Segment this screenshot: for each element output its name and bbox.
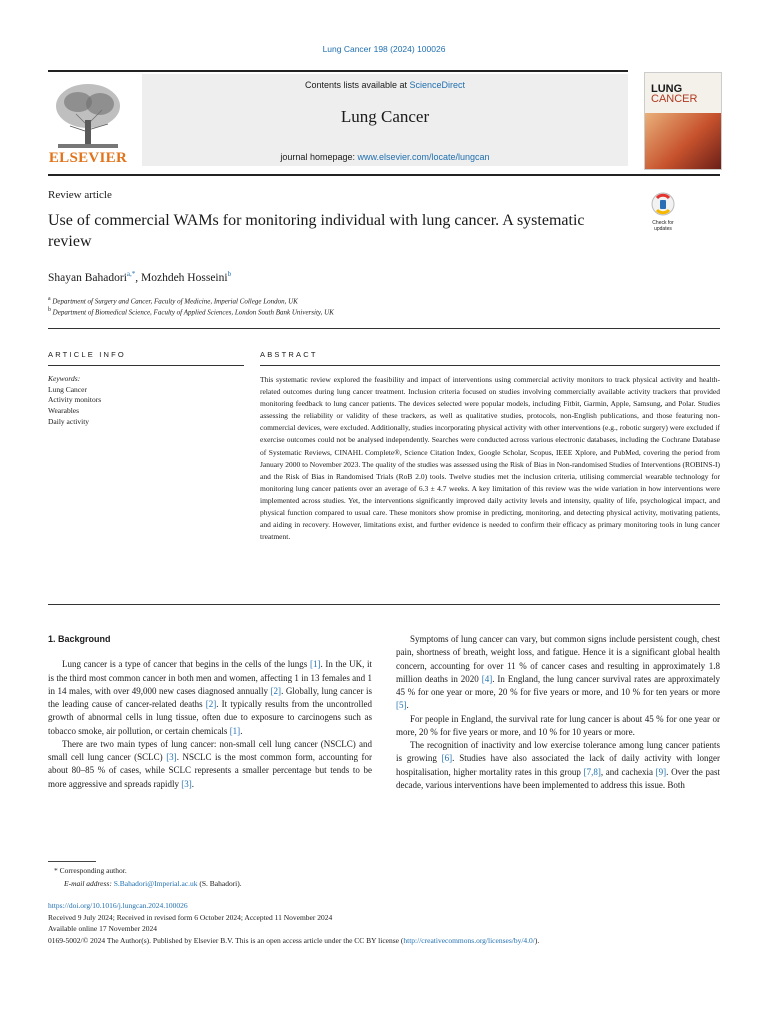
doi-link[interactable]: https://doi.org/10.1016/j.lungcan.2024.100026: [48, 901, 188, 910]
copyright-prefix: 0169-5002/© 2024 The Author(s). Published by Elsevier B.V. This is an open access article under the CC BY license (: [48, 936, 404, 945]
citation-link[interactable]: [5]: [396, 700, 407, 711]
author-name[interactable]: Shayan Bahadori: [48, 271, 127, 284]
citation-link[interactable]: [3]: [166, 752, 177, 762]
available-online: Available online 17 November 2024: [48, 924, 157, 933]
body-column-right: [396, 633, 720, 792]
citation-link[interactable]: [9]: [655, 766, 667, 777]
body-paragraph: [48, 658, 372, 738]
cover-title-line2: CANCER: [651, 93, 698, 105]
citation-link[interactable]: [6]: [441, 753, 453, 764]
elsevier-logo-text: ELSEVIER: [48, 150, 128, 166]
body-paragraph: [396, 713, 720, 740]
journal-citation[interactable]: Lung Cancer 198 (2024) 100026: [322, 44, 446, 54]
author-separator: ,: [135, 271, 141, 284]
footnote-rule: [48, 861, 96, 862]
abstract-bottom-rule: [48, 604, 720, 605]
body-text: The recognition of inactivity and low exercise tolerance among lung cancer patients is growing: [396, 740, 720, 764]
citation-link[interactable]: [1]: [229, 725, 241, 736]
body-text: . NSCLC is the most common form, accounting for about 80–85 % of cases, while SCLC represents a smaller percentage but tends to be more aggressive and spreads rapidly: [48, 752, 373, 789]
affiliation-text: Department of Surgery and Cancer, Faculty of Medicine, Imperial College London, UK: [52, 297, 298, 306]
body-text: .: [406, 700, 409, 711]
body-column-left: [48, 633, 372, 791]
author-sup[interactable]: a,*: [126, 270, 136, 278]
cover-artwork: [645, 113, 721, 169]
body-paragraph: [396, 633, 720, 713]
received-dates: Received 9 July 2024; Received in revised form 6 October 2024; Accepted 11 November 2024: [48, 913, 333, 922]
citation-link[interactable]: [2]: [270, 685, 282, 696]
article-title: Use of commercial WAMs for monitoring individual with lung cancer. A systematic review: [48, 212, 585, 250]
header-rule: [48, 70, 628, 72]
homepage-link[interactable]: www.elsevier.com/locate/lungcan: [357, 152, 490, 162]
article-info-heading: ARTICLE INFO: [48, 350, 126, 359]
body-text: . In England, the lung cancer survival rates are approximately 45 % for one year or more, 20 % for five years or more, and 10 % for ten years or more: [396, 673, 720, 697]
body-text: There are two main types of lung cancer: non-small cell lung cancer (NSCLC) and small cell lung cancer (SCLC): [48, 738, 372, 762]
body-text: Symptoms of lung cancer can vary, but common signs include persistent cough, chest pain, shortness of breath, weight loss, and fatigue. Hence it is a significant global health concern, accounting for over 11 % of cancer cases and resulting in approximately 1.8 million deaths in 2020: [396, 634, 720, 684]
contents-prefix: Contents lists available at: [304, 80, 410, 90]
body-text: . Globally, lung cancer is the leading cause of cancer-related deaths: [48, 685, 372, 709]
body-paragraph: [48, 738, 372, 791]
cover-title-line1: LUNG: [651, 83, 683, 95]
affiliation-sup: b: [48, 307, 51, 313]
keywords-label: Keywords:: [48, 374, 81, 383]
body-text: . It typically results from the uncontrolled growth of abnormal cells in lung tissue, often due to exposure to carcinogens such as tobacco smoke, air pollution, or certain chemicals: [48, 699, 372, 736]
check-updates-line2: updates: [654, 225, 672, 232]
body-paragraph: [396, 739, 720, 792]
body-text: . In the UK, it is the third most common cancer in both men and women, affecting 1 in 13 females and 1 in 14 males, with over 49,000 new cases diagnosed annually: [48, 659, 372, 696]
affiliation-text: Department of Biomedical Science, Faculty of Applied Sciences, London South Bank University, UK: [52, 308, 334, 317]
sciencedirect-link[interactable]: ScienceDirect: [409, 80, 466, 90]
header-divider: [48, 328, 720, 329]
citation-link[interactable]: [4]: [481, 673, 493, 684]
email-link[interactable]: S.Bahadori@Imperial.ac.uk: [113, 879, 198, 888]
copyright-suffix: ).: [534, 936, 540, 945]
copyright-line: [48, 936, 728, 946]
email-suffix: (S. Bahadori).: [197, 879, 242, 888]
body-text: .: [240, 725, 243, 736]
keyword: Activity monitors: [48, 395, 102, 405]
abstract-text: This systematic review explored the feasibility and impact of interventions using commercial activity monitors to track physical activity and health-related outcomes during lung cancer treatment. Inclusion criteria focused on studies involving commercially available activity trackers that provided monitoring feedback to lung cancer patients. The devices selected were popular models, including Fitbit, Garmin, Apple, Samsung, and Polar. Studies assessing the reliability or validity of these trackers, as well as qualitative studies, protocols, non-English publications, and those featuring non-commercial devices, were excluded. Additionally, studies incorporating physical activity with other interventions (e.g., robotic surgery) were excluded if exercise outcomes could not be analysed independently. Searches were conducted across various electronic databases, including the Cochrane Database of Systematic Reviews, CINAHL Complete®, Science Citation Index, Google Scholar, Scopus, IEEE Xplore, and PubMed, covering the period from January 2000 to November 2023. The quality of the studies was assessed using the Risk of Bias in Non-randomised Studies of Interventions (ROBINS-I) and the Risk of Bias in Randomised Trials (RoB 2.0) tools. Twelve studies met the inclusion criteria, utilising commercial wearable technology for monitoring lung cancer patients over an average of 6.3 ± 4.7 weeks. A key limitation of this review was the wide variation in how interventions were implemented across studies. Yet, the interventions significantly improved daily activity levels and intensity, quality of life, psychological impact, and physical function compared to usual care. These monitors show promise in predicting, monitoring, and detecting physical activity, motivating patients, and aiding in recovery. However, limitations exist, and further evidence is needed to confirm their efficacy as primary monitoring tools in lung cancer treatment.: [260, 375, 721, 542]
body-text: , and cachexia: [600, 766, 656, 777]
citation-link[interactable]: [1]: [309, 659, 321, 670]
body-text: . Studies have also associated the lack of daily activity with longer hospitalisation, higher mortality rates in this group: [396, 753, 721, 777]
author-name[interactable]: Mozhdeh Hosseini: [141, 271, 228, 284]
check-updates-line1: Check for: [652, 220, 674, 226]
keyword: Wearables: [48, 406, 80, 416]
corresponding-author-note: * Corresponding author.: [54, 866, 127, 875]
body-text: For people in England, the survival rate for lung cancer is about 45 % for one year or more, 20 % for five years or more, and 10 % for 10 years or more.: [396, 713, 720, 737]
journal-homepage-line: [142, 152, 628, 162]
cover-title: [651, 84, 697, 104]
abstract-heading: ABSTRACT: [260, 350, 318, 359]
author-sup[interactable]: b: [227, 270, 232, 278]
citation-link[interactable]: [3]: [181, 778, 192, 789]
article-type: Review article: [48, 189, 112, 201]
contents-line: [142, 80, 628, 90]
citation-link[interactable]: [2]: [205, 699, 217, 709]
author-list: [48, 270, 231, 284]
keywords-block: [48, 374, 101, 428]
abstract-rule: [260, 365, 720, 366]
citation-link[interactable]: [7,8]: [583, 766, 601, 777]
journal-cover-thumbnail[interactable]: [644, 72, 722, 170]
article-info-rule: [48, 365, 244, 366]
email-line: [64, 879, 242, 889]
journal-title: Lung Cancer: [340, 107, 430, 126]
header-bottom-rule: [48, 174, 720, 176]
license-link[interactable]: http://creativecommons.org/licenses/by/4.0/: [403, 936, 535, 945]
body-text: . Over the past decade, various interventions have been implemented to address this issue. Both: [396, 766, 720, 790]
check-for-updates-button[interactable]: [648, 192, 678, 232]
section-heading: 1. Background: [48, 634, 111, 644]
keyword: Daily activity: [48, 416, 90, 426]
affiliation-b: [48, 307, 334, 316]
homepage-prefix: journal homepage:: [280, 152, 358, 162]
body-text: Lung cancer is a type of cancer that begins in the cells of the lungs: [62, 659, 310, 670]
check-updates-icon: [648, 192, 678, 216]
affiliation-a: [48, 296, 298, 305]
affiliation-sup: a: [48, 296, 51, 302]
email-label: E-mail address:: [64, 879, 114, 888]
body-text: .: [191, 778, 194, 789]
keyword: Lung Cancer: [48, 384, 87, 394]
